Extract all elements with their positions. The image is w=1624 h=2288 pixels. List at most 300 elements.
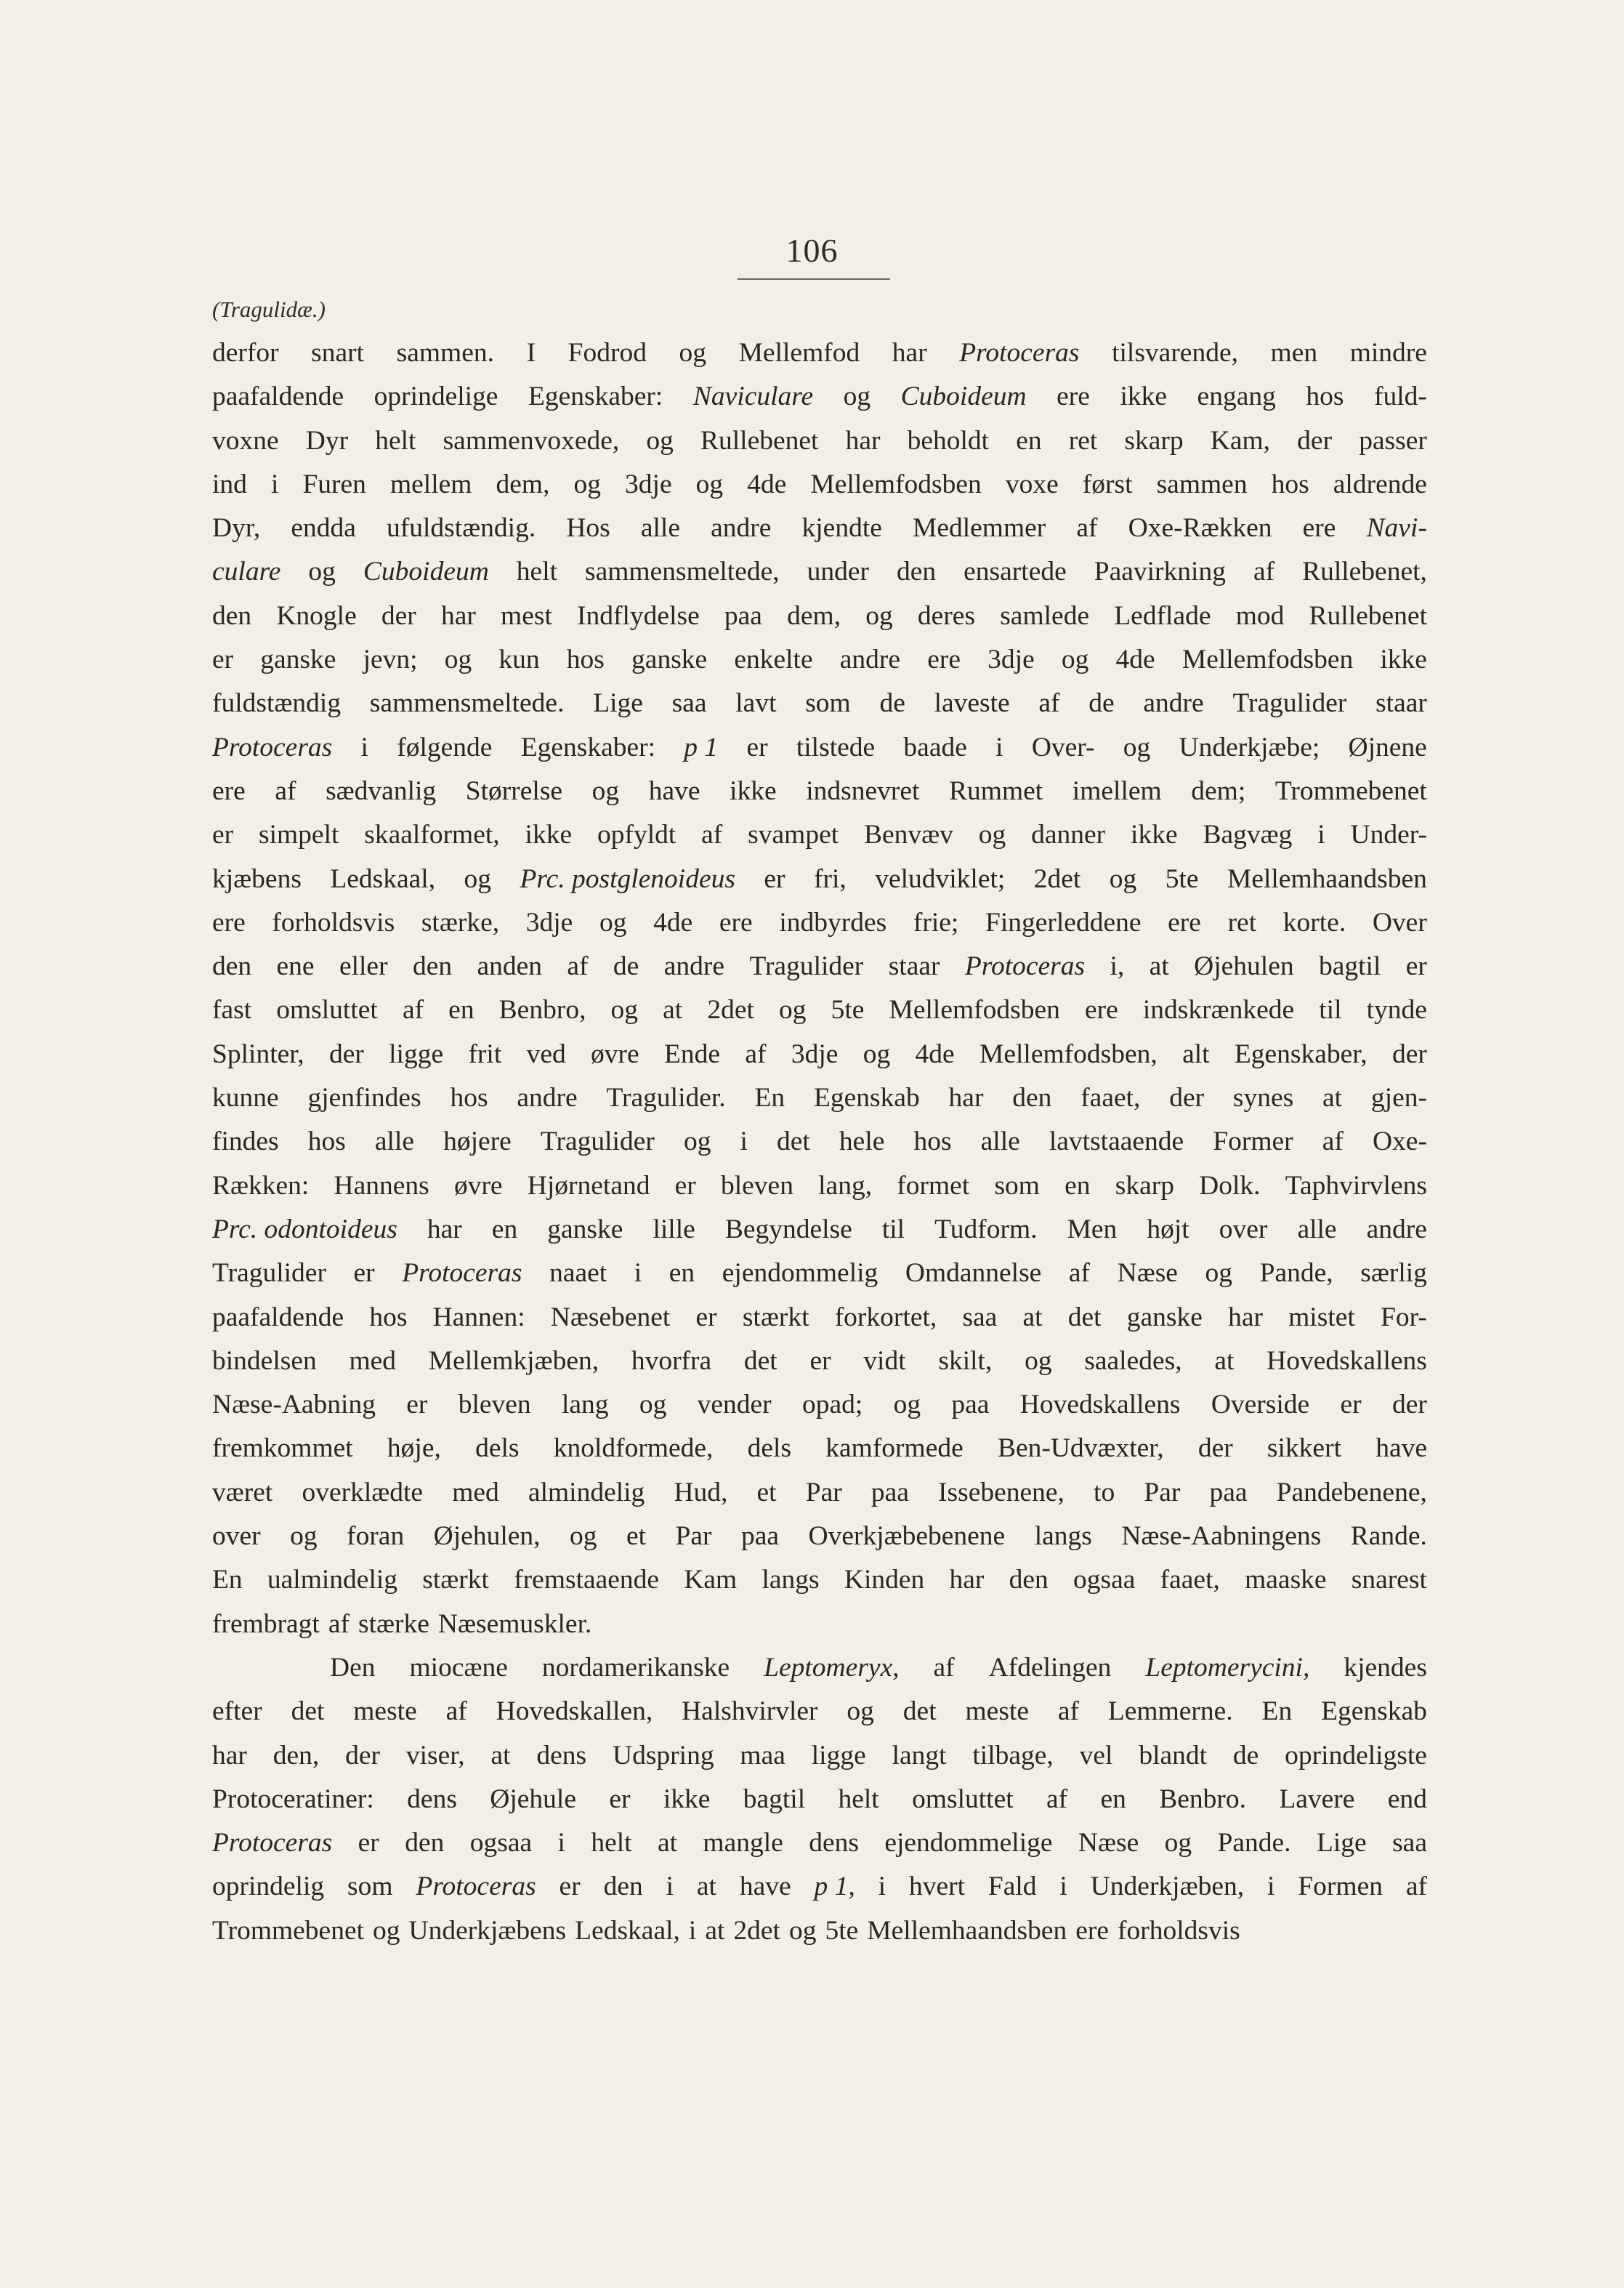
word: frie; [913, 907, 959, 938]
page-number-rule [738, 278, 890, 280]
word: følgende [397, 732, 493, 762]
word: under [807, 557, 870, 587]
word: Mellemhaandsben [867, 1915, 1067, 1946]
word: 5te [825, 1915, 859, 1946]
word: sammen. [396, 338, 494, 368]
word: hos [566, 645, 605, 675]
word: af [1046, 1784, 1068, 1814]
word: der [1169, 1083, 1205, 1113]
word: Overkjæbebenene [808, 1521, 1006, 1552]
word: af [567, 951, 589, 982]
word: stærkt [742, 1302, 809, 1332]
word: er [695, 1302, 717, 1332]
word: Fingerleddene [985, 907, 1142, 938]
word: 3dje [791, 1039, 839, 1069]
word: Splinter, [212, 1039, 304, 1069]
word: ikke [1380, 645, 1427, 675]
word: de [1232, 1740, 1259, 1771]
word: og [464, 863, 492, 894]
word: ere [719, 907, 753, 938]
word: ganske [631, 645, 708, 675]
word: to [1094, 1477, 1115, 1507]
word: eller [339, 951, 388, 982]
word: kamformede [825, 1433, 964, 1464]
word: en [1100, 1784, 1126, 1814]
word: 4de [747, 469, 787, 499]
word: højt [1147, 1214, 1189, 1244]
word: Næse-Aabningens [1121, 1521, 1322, 1552]
word: Dyr [305, 425, 349, 456]
word: Pandebenene, [1276, 1477, 1427, 1507]
word: bleven [720, 1170, 793, 1201]
text-line [212, 1427, 1427, 1470]
word: Issebenene, [938, 1477, 1065, 1507]
word: Lige [1316, 1828, 1367, 1858]
word: Kinden [844, 1565, 925, 1595]
word: bagtil [1318, 951, 1381, 982]
word: I [526, 338, 536, 368]
word: oprindelige [373, 382, 498, 412]
word: snarest [1351, 1565, 1427, 1595]
word: mindre [1349, 338, 1427, 368]
text-line [212, 1471, 1427, 1515]
word: og [683, 1127, 711, 1157]
word: Hannen: [432, 1302, 525, 1332]
word: For- [1380, 1302, 1427, 1332]
word: En [1261, 1696, 1293, 1727]
word: Mellemfodsben [1181, 645, 1354, 675]
word: af [701, 820, 723, 850]
word: sammensmeltede, [585, 557, 780, 587]
word: Størrelse [465, 776, 563, 806]
word: andre [517, 1083, 578, 1113]
word: Kam [684, 1565, 738, 1595]
word: har [1228, 1302, 1263, 1332]
text-line [212, 1296, 1427, 1340]
word: Formen [1298, 1872, 1383, 1902]
word: og [863, 1039, 891, 1069]
word: og [569, 1521, 597, 1552]
word: hos [369, 1302, 408, 1332]
word: hvert [908, 1872, 965, 1902]
text-line [212, 331, 1427, 375]
word: Øjehule [490, 1784, 576, 1814]
word: er [212, 645, 234, 675]
word: Pande, [1259, 1258, 1333, 1289]
word: aldrende [1333, 469, 1427, 499]
word: skarp [1124, 425, 1184, 456]
word: alle [1297, 1214, 1337, 1244]
word: stærke [357, 1608, 429, 1639]
word: Mellemfodsben [810, 469, 982, 499]
word: men [1270, 338, 1318, 368]
word: øvre [591, 1039, 639, 1069]
word: sammensmeltede. [369, 688, 565, 719]
word: af [1038, 688, 1060, 719]
word: af [1057, 1696, 1079, 1727]
word: knoldformede, [553, 1433, 714, 1464]
word: Mellemfodsben [889, 995, 1060, 1026]
word: Men [1067, 1214, 1118, 1244]
word: til [881, 1214, 905, 1244]
word: fremkommet [212, 1433, 353, 1464]
word: snart [311, 338, 365, 368]
word: ligge [389, 1039, 444, 1069]
word: vender [697, 1390, 772, 1420]
word: der [1197, 1433, 1233, 1464]
word: som [347, 1872, 393, 1902]
word: og [591, 776, 620, 806]
text-line [212, 1778, 1427, 1821]
word: Næsebenet [550, 1302, 671, 1332]
word: maa [740, 1740, 785, 1771]
text-line [212, 858, 1427, 901]
word: Mellemhaandsben [1227, 863, 1427, 894]
word: 2det [1033, 863, 1081, 894]
word: Ledskaal, [330, 863, 436, 894]
word: Knogle [276, 600, 357, 631]
word: der [1391, 1390, 1427, 1420]
word: En [212, 1565, 243, 1595]
word: som [805, 688, 851, 719]
word: den [212, 600, 252, 631]
word: som [994, 1170, 1040, 1201]
word: Trommebenet [212, 1915, 365, 1946]
word: over [1219, 1214, 1268, 1244]
word: Hjørnetand [527, 1170, 650, 1201]
body-text [212, 331, 1427, 1953]
word: Egenskaber: [528, 382, 663, 412]
word: hvorfra [631, 1345, 712, 1376]
word: alt [1182, 1039, 1210, 1069]
word: og [573, 469, 601, 499]
word: Indflydelse [577, 600, 700, 631]
word: ere [1302, 513, 1336, 544]
word: der [381, 600, 416, 631]
word: Den [330, 1652, 376, 1683]
word: staar [888, 951, 940, 982]
word: helt [516, 557, 558, 587]
word: med [452, 1477, 499, 1507]
word: have [648, 776, 700, 806]
word: af [402, 995, 424, 1026]
word: i [634, 1258, 642, 1289]
word: lang [561, 1390, 609, 1420]
word: den [603, 1872, 643, 1902]
italic-word: Protoceras [964, 951, 1086, 982]
word: Pande. [1217, 1828, 1291, 1858]
text-line [212, 988, 1427, 1032]
word: Ledskaal, [575, 1915, 680, 1946]
word: 3dje [525, 907, 573, 938]
word: har [440, 600, 476, 631]
word: ret [1227, 907, 1257, 938]
word: øvre [453, 1170, 503, 1201]
word: tilstede [796, 732, 876, 762]
word: af [1405, 1872, 1427, 1902]
text-line [212, 1515, 1427, 1558]
word: Ben-Udvæxter, [997, 1433, 1164, 1464]
word: omsluttet [912, 1784, 1014, 1814]
word: paafaldende [212, 1302, 344, 1332]
word: korte. [1282, 907, 1346, 938]
word: paa [951, 1390, 990, 1420]
italic-word: p 1 [684, 732, 719, 762]
word: tynde [1366, 995, 1427, 1026]
word: har [892, 338, 927, 368]
word: i [688, 1915, 697, 1946]
page-number: 106 [785, 232, 839, 269]
word: Bagvæg [1203, 820, 1293, 850]
word: ensartede [964, 557, 1067, 587]
word: er [809, 1345, 831, 1376]
word: lavtstaaende [1049, 1127, 1184, 1157]
word: veludviklet; [875, 863, 1006, 894]
text-line [212, 1909, 1427, 1953]
word: ufuldstændig. [386, 513, 536, 544]
text-line [212, 1076, 1427, 1120]
word: forholdsvis [272, 907, 395, 938]
word: ualmindelig [267, 1565, 398, 1595]
word: paa [724, 600, 762, 631]
word: ikke [663, 1784, 711, 1814]
word: Halshvirvler [682, 1696, 818, 1727]
text-line [212, 770, 1427, 813]
text-line [212, 550, 1427, 594]
word: maaske [1245, 1565, 1327, 1595]
word: ikke [730, 776, 777, 806]
word: andre [1366, 1214, 1427, 1244]
word: Underkjæbe; [1179, 732, 1320, 762]
word: faaet, [1160, 1565, 1220, 1595]
word: Kam, [1210, 425, 1271, 456]
word: Næse-Aabning [212, 1390, 376, 1420]
word: fremstaaende [514, 1565, 660, 1595]
word: af [1253, 557, 1275, 587]
word: miocæne [409, 1652, 508, 1683]
word: imellem [1072, 776, 1162, 806]
word: hele [839, 1127, 885, 1157]
word: 3dje [625, 469, 672, 499]
word: blandt [1139, 1740, 1208, 1771]
word: opfyldt [597, 820, 676, 850]
word: har [948, 1083, 984, 1113]
word: stærke, [421, 907, 500, 938]
text-line [212, 1734, 1427, 1778]
word: indskrænkede [1142, 995, 1295, 1026]
word: derfor [212, 338, 279, 368]
word: ejendommelig [722, 1258, 878, 1289]
word: den [1012, 1083, 1052, 1113]
word: Tragulider [1232, 688, 1347, 719]
word: andre [839, 645, 901, 675]
word: af [745, 1039, 767, 1069]
word: den [405, 1828, 445, 1858]
word: ere [212, 776, 246, 806]
word: ved [526, 1039, 566, 1069]
word: kjendes [1344, 1652, 1427, 1683]
word: i [1317, 820, 1325, 850]
word: at [1022, 1302, 1043, 1332]
word: skaalformet, [364, 820, 500, 850]
italic-word: Leptomerycini, [1145, 1652, 1310, 1683]
word: den [212, 951, 252, 982]
word: i [740, 1127, 748, 1157]
word: saa [671, 688, 707, 719]
word: samlede [1000, 600, 1090, 631]
text-line [212, 1208, 1427, 1252]
word: en [1065, 1170, 1091, 1201]
word: danner [1031, 820, 1106, 850]
word: Udspring [612, 1740, 714, 1771]
word: ejendommelige [884, 1828, 1053, 1858]
word: i, [1110, 951, 1125, 982]
word: Par [805, 1477, 842, 1507]
text-line [212, 1865, 1427, 1909]
word: 2det [707, 995, 754, 1026]
word: er [764, 863, 785, 894]
word: i [1059, 1872, 1067, 1902]
italic-word: Protoceras [959, 338, 1080, 368]
word: Mellemkjæben, [428, 1345, 599, 1376]
word: endda [291, 513, 356, 544]
word: Egenskab [1321, 1696, 1427, 1727]
word: Underkjæben, [1090, 1872, 1245, 1902]
text-line [212, 1340, 1427, 1383]
word: hos [450, 1083, 488, 1113]
word: have [739, 1872, 791, 1902]
word: dens [809, 1828, 859, 1858]
word: Egenskaber, [1234, 1039, 1368, 1069]
word: Tragulider. [606, 1083, 726, 1113]
word: andre [711, 513, 772, 544]
text-line [212, 1164, 1427, 1208]
word: foran [347, 1521, 405, 1552]
italic-word: Prc. postglenoideus [520, 863, 735, 894]
text-line [212, 682, 1427, 725]
word: Dyr, [212, 513, 261, 544]
word: et [756, 1477, 777, 1507]
text-line [212, 595, 1427, 638]
word: oprindeligste [1285, 1740, 1427, 1771]
word: helt [838, 1784, 879, 1814]
text-line [212, 1033, 1427, 1076]
word: bindelsen [212, 1345, 317, 1376]
word: Hannens [334, 1170, 429, 1201]
word: at [696, 1872, 716, 1902]
word: meste [965, 1696, 1029, 1727]
text-line [212, 901, 1427, 945]
word: ere [1168, 907, 1201, 938]
italic-word: Protoceras [212, 1828, 333, 1858]
word: dem, [787, 600, 841, 631]
word: hos [913, 1127, 952, 1157]
word: andre [1143, 688, 1204, 719]
word: af [275, 776, 296, 806]
word: lille [653, 1214, 695, 1244]
word: det [291, 1696, 325, 1727]
word: ere [927, 645, 961, 675]
word: der [328, 1039, 364, 1069]
word: har [212, 1740, 247, 1771]
word: sammen [1156, 469, 1248, 499]
word: 5te [1165, 863, 1199, 894]
word: Mellemfod [738, 338, 860, 368]
text-line [212, 1603, 1427, 1646]
italic-word: p 1, [814, 1872, 855, 1902]
word: voxe [1005, 469, 1059, 499]
word: der [345, 1740, 380, 1771]
word: og [843, 382, 871, 412]
word: tilsvarende, [1112, 338, 1238, 368]
word: synes [1232, 1083, 1294, 1113]
word: og [1025, 1345, 1052, 1376]
word: saa [962, 1302, 998, 1332]
word: med [349, 1345, 397, 1376]
word: beholdt [907, 425, 990, 456]
word: været [212, 1477, 273, 1507]
word: alle [374, 1127, 415, 1157]
word: Fodrod [567, 338, 647, 368]
word: ganske [260, 645, 336, 675]
word: at [1149, 951, 1169, 982]
word: staar [1375, 688, 1427, 719]
word: at [663, 995, 683, 1026]
word: en [448, 995, 474, 1026]
word: Underkjæbens [408, 1915, 567, 1946]
word: og [444, 645, 472, 675]
word: i [270, 469, 279, 499]
word: dels [747, 1433, 792, 1464]
word: Lemmerne. [1107, 1696, 1233, 1727]
word: den [897, 557, 937, 587]
word: Ledflade [1114, 600, 1211, 631]
word: vidt [863, 1345, 906, 1376]
word: og [646, 425, 674, 456]
word: almindelig [528, 1477, 645, 1507]
word: af [328, 1608, 350, 1639]
italic-word: culare [212, 557, 281, 587]
word: af [933, 1652, 955, 1683]
word: Fald [987, 1872, 1037, 1902]
running-head: (Tragulidæ.) [212, 297, 326, 322]
word: ret [1068, 425, 1098, 456]
word: er [746, 732, 768, 762]
italic-word: Cuboideum [363, 557, 489, 587]
word: er [406, 1390, 428, 1420]
word: Omdannelse [905, 1258, 1042, 1289]
text-line [212, 945, 1427, 988]
word: hos [1271, 469, 1309, 499]
word: ligge [811, 1740, 866, 1771]
word: at [657, 1828, 678, 1858]
word: og [599, 907, 627, 938]
word: og [893, 1390, 921, 1420]
word: fast [212, 995, 252, 1026]
word: højere [443, 1127, 512, 1157]
word: laveste [934, 688, 1010, 719]
word: Former [1213, 1127, 1293, 1157]
word: enkelte [734, 645, 813, 675]
word: det [902, 1696, 937, 1727]
text-line [212, 1383, 1427, 1427]
word: Medlemmer [913, 513, 1046, 544]
word: voxne [212, 425, 279, 456]
word: ere [1084, 995, 1118, 1026]
word: til [1319, 995, 1342, 1026]
word: Benbro, [498, 995, 586, 1026]
word: svampet [748, 820, 839, 850]
